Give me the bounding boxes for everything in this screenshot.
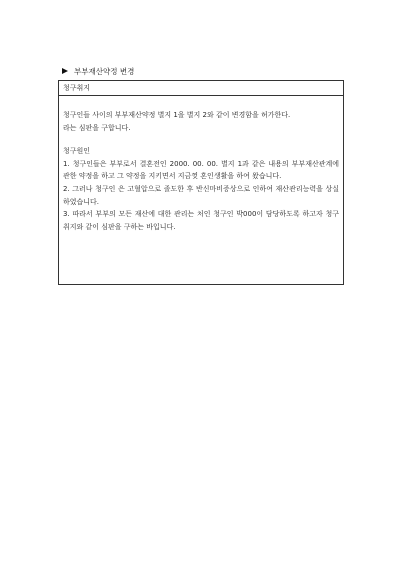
purpose-header-label: 청구취지 [63, 84, 91, 92]
purpose-header-cell [59, 81, 343, 96]
purpose-line-1: 청구인들 사이의 부부재산약정 별지 1을 별지 2와 같이 변경함을 허가한다. [63, 111, 291, 119]
purpose-line-2: 라는 심판을 구합니다. [63, 123, 131, 132]
cause-section-label: 청구원인 [63, 147, 91, 156]
cause-item-3: 3. 따라서 부부의 모든 재산에 대한 관리는 처인 청구인 박000이 담당하도록 하고자 청구취지와 같이 심판을 구하는 바입니다. [63, 210, 339, 231]
page-title: 부부재산약정 변경 [74, 67, 135, 76]
document-heading [62, 67, 134, 77]
cause-item-1: 1. 청구인들은 부부로서 결혼전인 2000. 00. 00. 별지 1과 같은 내용의 부부재산관계에 관한 약정을 하고 그 약정을 지키면서 지금껏 혼인생활을 하여 왔습니다. [63, 159, 339, 181]
cause-item-2: 2. 그러나 청구인 은 고혈압으로 졸도한 후 반신마비증상으로 인하여 재산관리능력을 상실하였습니다. [63, 184, 339, 206]
petition-content [63, 98, 339, 233]
petition-box [58, 80, 344, 285]
triangle-bullet-icon [62, 68, 68, 74]
